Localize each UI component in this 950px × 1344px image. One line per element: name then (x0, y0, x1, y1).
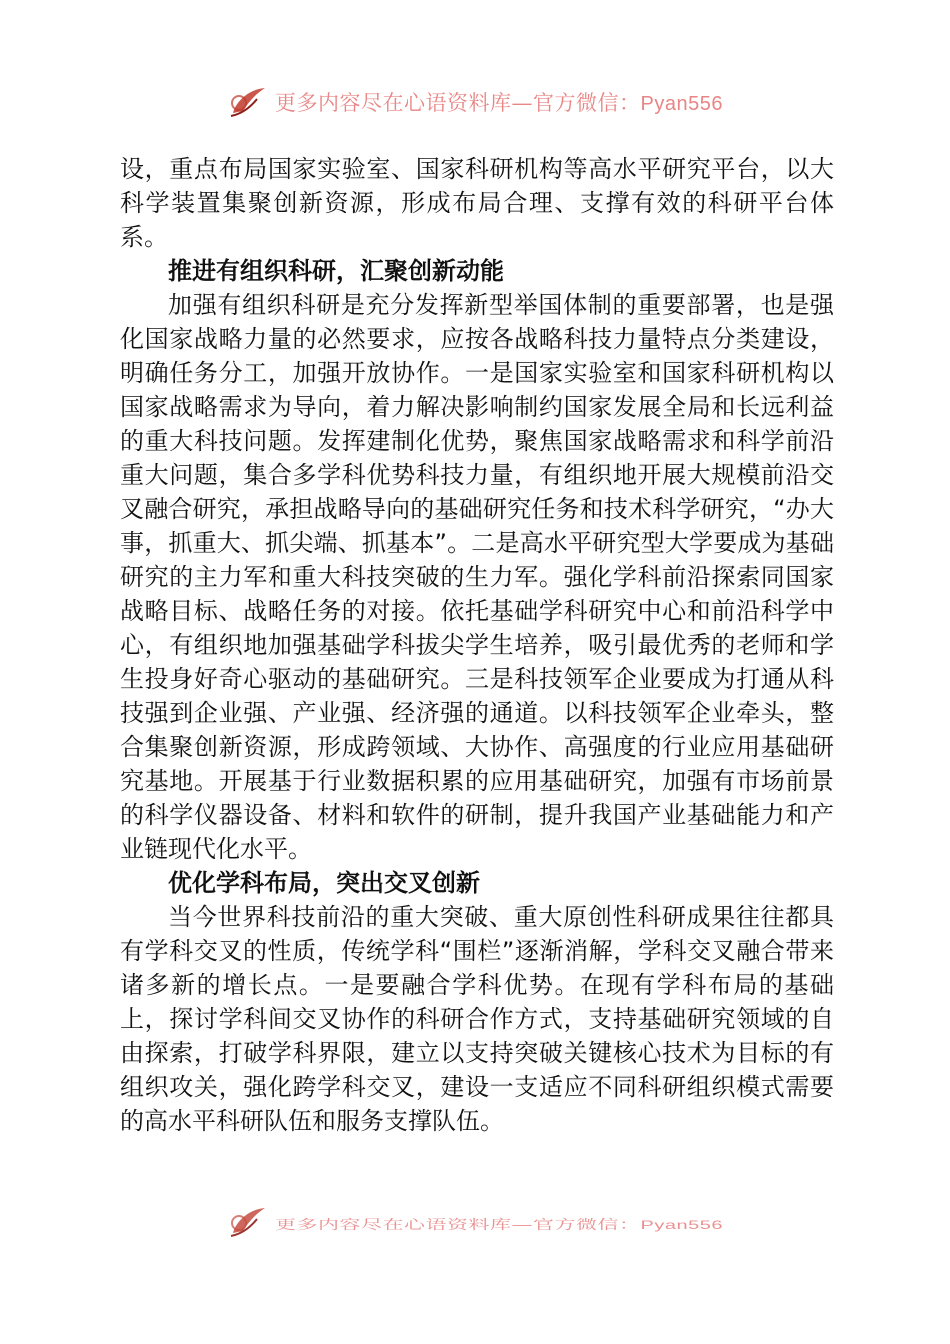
footer-watermark (0, 1202, 950, 1242)
section-body-organized-research: 加强有组织科研是充分发挥新型举国体制的重要部署，也是强化国家战略力量的必然要求，应按各战略科技力量特点分类建设，明确任务分工，加强开放协作。一是国家实验室和国家科研机构以国家战略需求为导向，着力解决影响制约国家发展全局和长远利益的重大科技问题。发挥建制化优势，聚焦国家战略需求和科学前沿重大问题，集合多学科优势科技力量，有组织地开展大规模前沿交叉融合研究，承担战略导向的基础研究任务和技术科学研究，“办大事，抓重大、抓尖端、抓基本”。二是高水平研究型大学要成为基础研究的主力军和重大科技突破的生力军。强化学科前沿探索同国家战略目标、战略任务的对接。依托基础学科研究中心和前沿科学中心，有组织地加强基础学科拔尖学生培养，吸引最优秀的老师和学生投身好奇心驱动的基础研究。三是科技领军企业要成为打通从科技强到企业强、产业强、经济强的通道。以科技领军企业牵头，整合集聚创新资源，形成跨领域、大协作、高强度的行业应用基础研究基地。开展基于行业数据积累的应用基础研究，加强有市场前景的科学仪器设备、材料和软件的研制，提升我国产业基础能力和产业链现代化水平。 (120, 291, 834, 863)
watermark-text: 更多内容尽在心语资料库—官方微信：Pyan556 (275, 1217, 723, 1233)
section-heading-organized-research: 推进有组织科研，汇聚创新动能 (168, 257, 504, 285)
quill-pen-logo-icon (227, 85, 269, 119)
intro-continuation-paragraph: 设，重点布局国家实验室、国家科研机构等高水平研究平台，以大科学装置集聚创新资源，形成布局合理、支撑有效的科研平台体系。 (120, 155, 834, 251)
header-watermark (0, 82, 950, 122)
quill-pen-logo-icon (227, 1205, 269, 1239)
document-body (120, 152, 834, 1138)
watermark-text: 更多内容尽在心语资料库—官方微信：Pyan556 (275, 91, 723, 115)
section-heading-discipline-layout: 优化学科布局，突出交叉创新 (168, 869, 480, 897)
section-body-discipline-layout: 当今世界科技前沿的重大突破、重大原创性科研成果往往都具有学科交叉的性质，传统学科“围栏”逐渐消解，学科交叉融合带来诸多新的增长点。一是要融合学科优势。在现有学科布局的基础上，探讨学科间交叉协作的科研合作方式，支持基础研究领域的自由探索，打破学科界限，建立以支持突破关键核心技术为目标的有组织攻关，强化跨学科交叉，建设一支适应不同科研组织模式需要的高水平科研队伍和服务支撑队伍。 (120, 903, 834, 1135)
